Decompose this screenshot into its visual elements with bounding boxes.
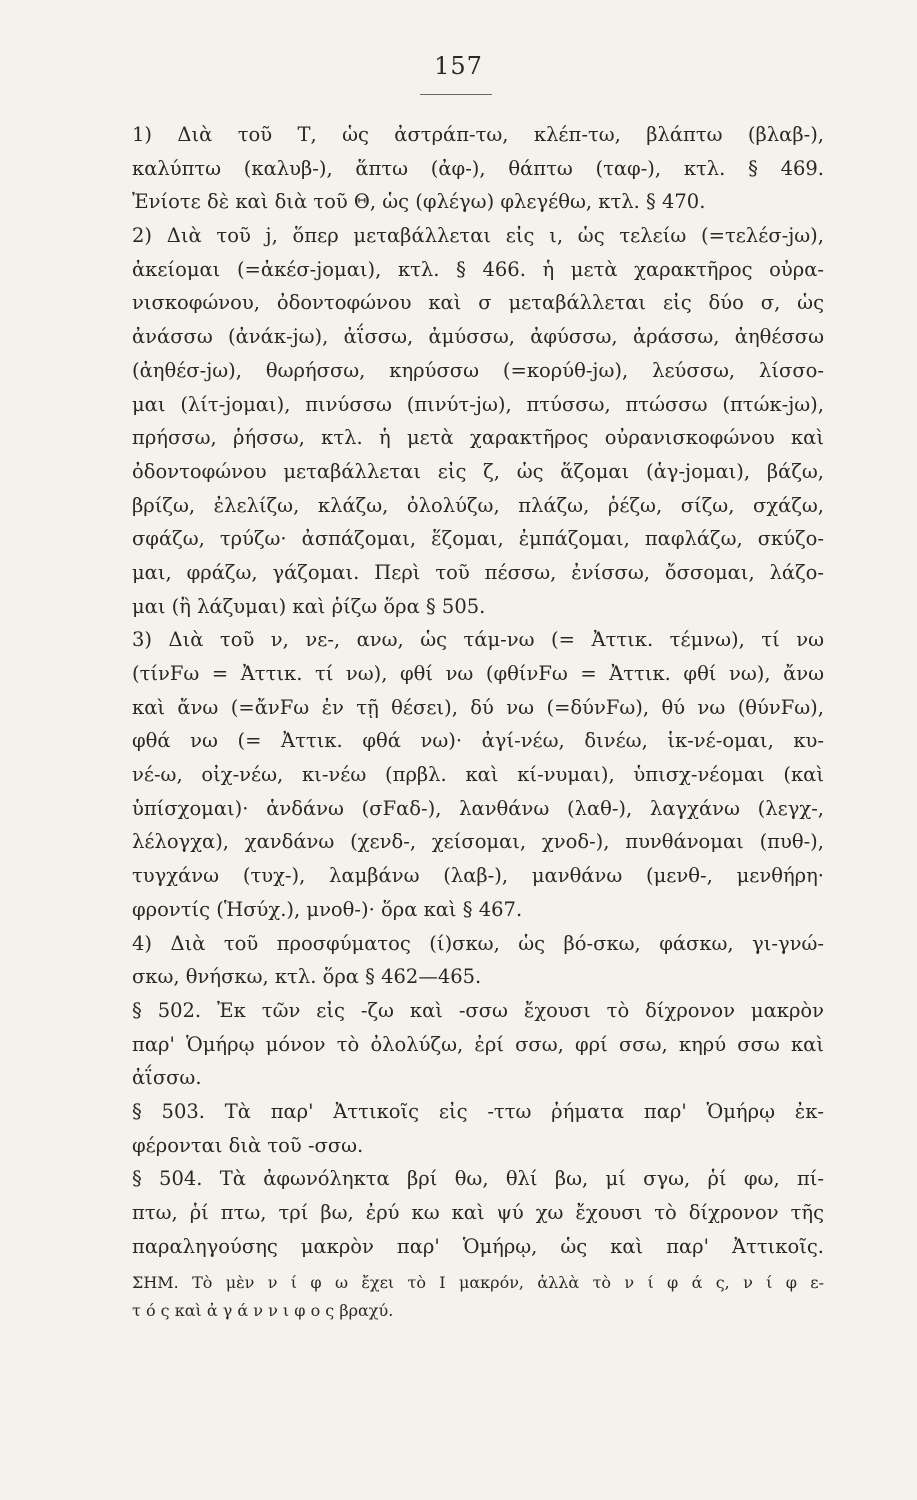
- text-line: νέ-ω, οἰχ-νέω, κι-νέω (πρβλ. καὶ κί-νυμαι), ὑπισχ-νέομαι (καὶ: [132, 763, 824, 787]
- text-line: ἀκείομαι (=ἀκέσ-jομαι), κτλ. § 466. ἡ μετὰ χαρακτῆρος οὐρα-: [132, 257, 824, 281]
- text-line: (ἀηθέσ-jω), θωρήσσω, κηρύσσω (=κορύθ-jω), λεύσσω, λίσσο-: [132, 358, 824, 382]
- text-line: 1) Διὰ τοῦ Τ, ὡς ἀστράπ-τω, κλέπ-τω, βλάπτω (βλαβ-),: [132, 123, 824, 146]
- text-line: καὶ ἄνω (=ἄνFω ἐν τῇ θέσει), δύ νω (=δύνFω), θύ νω (θύνFω),: [132, 695, 824, 719]
- text-line: παρ' Ὁμήρῳ μόνον τὸ ὀλολύζω, ἐρί σσω, φρί σσω, κηρύ σσω καὶ: [132, 1032, 824, 1056]
- text-line: μαι (ἢ λάζυμαι) καὶ ῥίζω ὅρα § 505.: [132, 594, 486, 618]
- text-line: § 502. Ἐκ τῶν εἰς -ζω καὶ -σσω ἔχουσι τὸ δίχρονον μακρὸν: [132, 998, 824, 1022]
- text-line: λέλογχα), χανδάνω (χενδ-, χείσομαι, χνοδ-), πυνθάνομαι (πυθ-),: [132, 830, 824, 854]
- header-rule: [420, 94, 492, 95]
- text-line: σφάζω, τρύζω· ἀσπάζομαι, ἕζομαι, ἐμπάζομαι, παφλάζω, σκύζο-: [132, 527, 824, 551]
- text-line: § 503. Τὰ παρ' Ἀττικοῖς εἰς -ττω ῥήματα παρ' Ὁμήρῳ ἐκ-: [132, 1099, 824, 1123]
- text-line: πτω, ῥί πτω, τρί βω, ἐρύ κω καὶ ψύ χω ἔχουσι τὸ δίχρονον τῆς: [132, 1201, 824, 1224]
- text-line: 2) Διὰ τοῦ j, ὅπερ μεταβάλλεται εἰς ι, ὡς τελείω (=τελέσ-jω),: [132, 224, 824, 248]
- note-line: ΣΗΜ. Τὸ μὲν ν ί φ ω ἔχει τὸ Ι μακρόν, ἀλλὰ τὸ ν ί φ ά ς, ν ί φ ε-: [132, 1273, 824, 1293]
- text-line: βρίζω, ἐλελίζω, κλάζω, ὀλολύζω, πλάζω, ῥέζω, σίζω, σχάζω,: [132, 493, 824, 517]
- text-line: φροντίς (Ἡσύχ.), μνοθ-)· ὅρα καὶ § 467.: [132, 897, 523, 921]
- text-line: ἀνάσσω (ἀνάκ-jω), ἀΐσσω, ἀμύσσω, ἀφύσσω, ἀράσσω, ἀηθέσσω: [132, 325, 824, 349]
- note-line: τ ό ς καὶ ἀ γ ά ν ν ι φ ο ς βραχύ.: [132, 1301, 394, 1321]
- text-line: μαι (λίτ-jομαι), πινύσσω (πινύτ-jω), πτύσσω, πτώσσω (πτώκ-jω),: [132, 392, 824, 416]
- page-number: 157: [434, 52, 483, 80]
- text-line: ὀδοντοφώνου μεταβάλλεται εἰς ζ, ὡς ἅζομαι (ἁγ-jομαι), βάζω,: [132, 459, 824, 483]
- text-line: § 504. Τὰ ἀφωνόληκτα βρί θω, θλί βω, μί σγω, ῥί φω, πί-: [132, 1167, 824, 1191]
- text-line: τυγχάνω (τυχ-), λαμβάνω (λαβ-), μανθάνω (μενθ-, μενθήρη·: [132, 864, 824, 888]
- text-line: ὑπίσχομαι)· ἁνδάνω (σFαδ-), λανθάνω (λαθ-), λαγχάνω (λεγχ-,: [132, 796, 824, 820]
- text-line: 4) Διὰ τοῦ προσφύματος (ί)σκω, ὡς βό-σκω, φάσκω, γι-γνώ-: [132, 931, 824, 955]
- text-line: καλύπτω (καλυβ-), ἅπτω (ἀφ-), θάπτω (ταφ-), κτλ. § 469.: [132, 156, 824, 180]
- text-line: νισκοφώνου, ὀδοντοφώνου καὶ σ μεταβάλλεται εἰς δύο σ, ὡς: [132, 291, 824, 315]
- text-line: σκω, θνήσκω, κτλ. ὅρα § 462—465.: [132, 965, 482, 989]
- text-line: φέρονται διὰ τοῦ -σσω.: [132, 1133, 364, 1157]
- text-line: (τίνFω = Ἀττικ. τί νω), φθί νω (φθίνFω = Ἀττικ. φθί νω), ἄνω: [132, 662, 824, 685]
- text-line: 3) Διὰ τοῦ ν, νε-, ανω, ὡς τάμ-νω (= Ἀττικ. τέμνω), τί νω: [132, 628, 824, 652]
- text-line: παραληγούσης μακρὸν παρ' Ὁμήρῳ, ὡς καὶ παρ' Ἀττικοῖς.: [132, 1234, 824, 1258]
- text-line: μαι, φράζω, γάζομαι. Περὶ τοῦ πέσσω, ἐνίσσω, ὄσσομαι, λάζο-: [132, 560, 824, 584]
- text-line: φθά νω (= Ἀττικ. φθά νω)· ἀγί-νέω, δινέω, ἱκ-νέ-ομαι, κυ-: [132, 729, 824, 753]
- text-line: Ἐνίοτε δὲ καὶ διὰ τοῦ Θ, ὡς (φλέγω) φλεγέθω, κτλ. § 470.: [132, 190, 706, 214]
- text-line: ἀΐσσω.: [132, 1066, 202, 1090]
- text-line: πρήσσω, ῥήσσω, κτλ. ἡ μετὰ χαρακτῆρος οὐρανισκοφώνου καὶ: [132, 426, 824, 450]
- page-body: [132, 118, 824, 1325]
